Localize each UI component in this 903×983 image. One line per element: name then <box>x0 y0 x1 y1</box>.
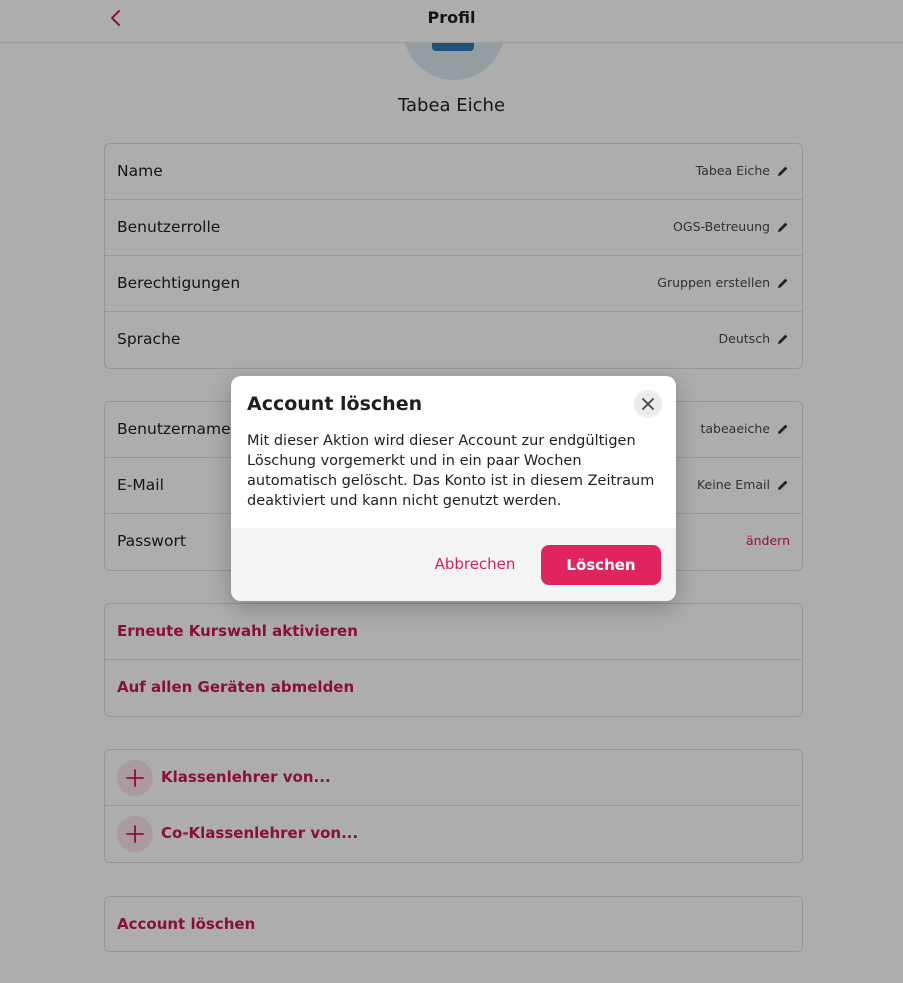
dialog-message: Mit dieser Aktion wird dieser Account zur endgültigen Löschung vorgemerkt und in ein paar Wochen automatisch gelöscht. Das Konto ist in diesem Zeitraum deaktiviert und kann nicht genutzt werden. <box>247 433 655 509</box>
close-icon <box>641 397 655 411</box>
dialog-close-button[interactable] <box>634 390 662 418</box>
profile-user-name: Tabea Eiche <box>397 95 506 116</box>
dialog-title: Account löschen <box>247 393 423 415</box>
action-label: Account löschen <box>117 915 256 933</box>
row-label: Sprache <box>117 330 181 348</box>
row-label: Benutzerrolle <box>117 218 221 236</box>
row-label: Benutzername <box>117 420 231 438</box>
row-label: Name <box>117 162 163 180</box>
row-label: Passwort <box>117 532 186 550</box>
row-value: Gruppen erstellen <box>657 275 770 290</box>
row-value: OGS-Betreuung <box>673 219 770 234</box>
row-value: Keine Email <box>696 477 770 492</box>
dialog-footer <box>231 528 676 601</box>
change-password-link[interactable]: ändern <box>745 533 790 548</box>
row-value: Tabea Eiche <box>695 163 770 178</box>
action-label: Erneute Kurswahl aktivieren <box>117 622 358 640</box>
action-label: Co-Klassenlehrer von... <box>161 824 359 842</box>
action-label: Auf allen Geräten abmelden <box>117 678 355 696</box>
action-label: Klassenlehrer von... <box>161 768 331 786</box>
row-label: Berechtigungen <box>117 274 241 292</box>
page-title: Profil <box>427 8 476 27</box>
row-value: Deutsch <box>718 331 770 346</box>
cancel-button[interactable]: Abbrechen <box>434 555 516 573</box>
confirm-delete-button[interactable]: Löschen <box>541 545 661 585</box>
delete-account-dialog <box>231 376 676 601</box>
row-label: E-Mail <box>117 476 164 494</box>
row-value: tabeaeiche <box>700 421 770 436</box>
